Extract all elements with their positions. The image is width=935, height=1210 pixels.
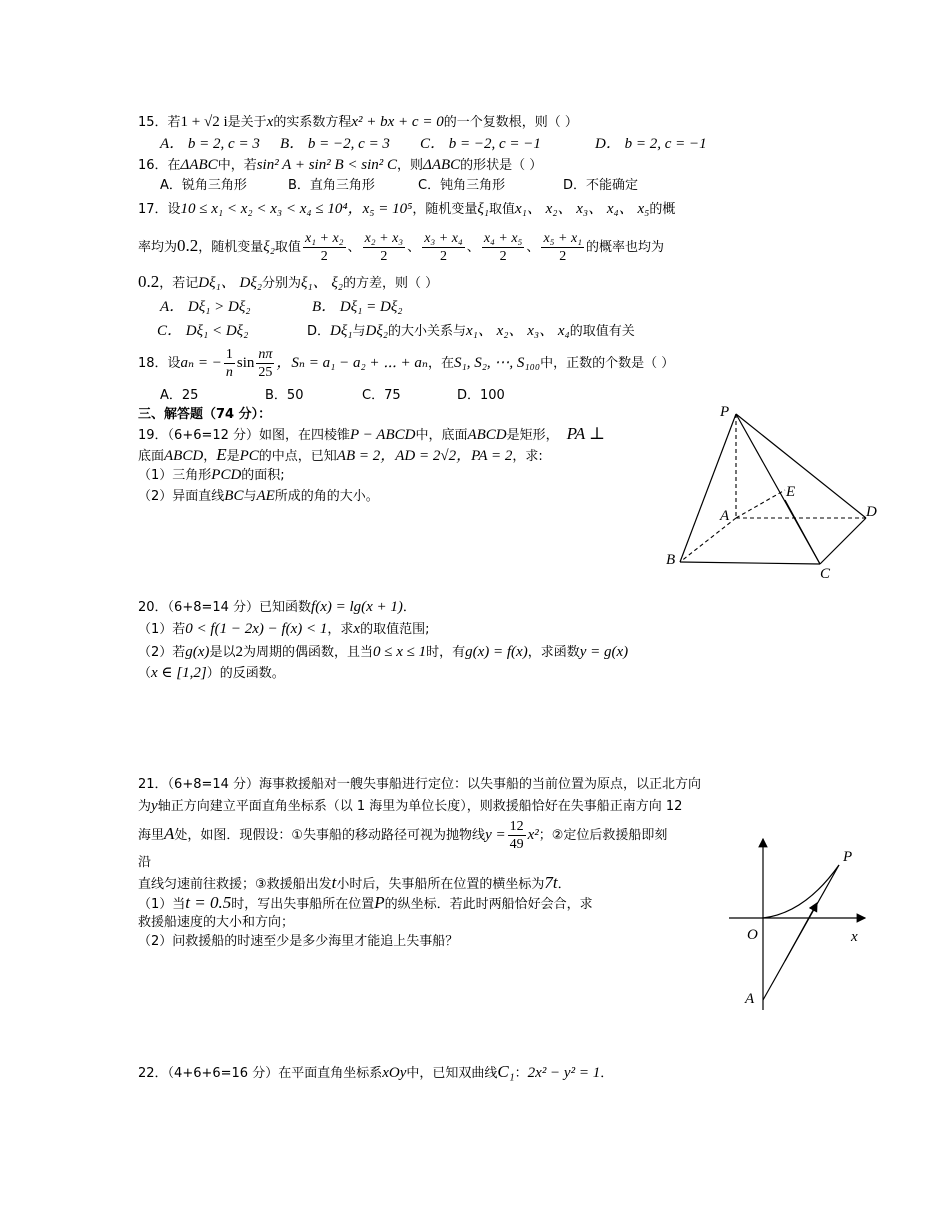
- q21-sub2: （2）问救援船的时速至少是多少海里才能追上失事船？: [138, 934, 459, 949]
- q15-options: [160, 134, 707, 155]
- label-p: P: [720, 404, 730, 420]
- q19-sub1: [138, 465, 285, 486]
- q20-sub3-text: （: [138, 666, 152, 681]
- q22-line: [138, 1062, 613, 1084]
- q21-para-x: x²: [527, 827, 539, 843]
- q15-option-c: C． b = −2, c = −1: [420, 136, 541, 152]
- q17-text6: ，随机变量: [198, 240, 264, 255]
- q16-triangle: ΔABC: [180, 157, 218, 173]
- q16-text3: ，则: [397, 158, 424, 173]
- q21-line3: [138, 816, 667, 854]
- q18-frac2: [256, 346, 274, 381]
- label-x: x: [851, 929, 858, 945]
- edge-ec: [785, 500, 820, 564]
- q21-para-y: y =: [485, 827, 506, 843]
- q21-sub1-cont: 救援船速度的大小和方向；: [138, 915, 295, 930]
- section-heading: 三、解答题（74 分）：: [138, 407, 272, 422]
- q19-ad: ，AD = 2√2: [380, 448, 457, 464]
- q19-sub2: [138, 486, 379, 507]
- q17-text10: 分别为: [261, 276, 301, 291]
- q18-options: [160, 386, 505, 406]
- q18-sn: ，Sₙ = a₁ − a₂ + ⋯ + aₙ: [276, 355, 428, 371]
- q17-option-d-t3: 的大小关系与: [388, 324, 467, 339]
- q21-sub1-text2: 时，写出失事船所在位置: [231, 897, 375, 912]
- q17-text: 17．设: [138, 202, 181, 217]
- q16-text4: 的形状是（ ）: [460, 158, 543, 173]
- q21-text: 为: [138, 799, 152, 814]
- q21-line5: [138, 873, 571, 895]
- q20-line1: [138, 597, 416, 618]
- q18-frac2-num: nπ: [258, 347, 273, 362]
- q18-frac1: [224, 346, 235, 381]
- edge-pd: [736, 414, 866, 518]
- q20-inequality: 0 < f(1 − 2x) − f(x) < 1: [185, 621, 328, 637]
- q17-text11: 的方差，则（ ）: [343, 276, 439, 291]
- q17-text8: 的概率也均为: [586, 240, 665, 255]
- q18-option-a: A．25: [160, 388, 199, 403]
- q17-frac-1-den: 2: [303, 247, 346, 265]
- q16-option-c: C．钝角三角形: [418, 178, 506, 193]
- q19-line2: [138, 445, 543, 467]
- q17-line2: 率均为0.2，随机变量ξ₂取值 $\frac{\text{x₁ + x₂}}{2}$ 、 $\frac{\text{x₂ + x₃}}{2}$ 、 $\frac{\text{x₃ + x₄}}{2}$ 、 $\frac{\text{x₄ + x₅}}{2}$ 、 $\frac{\text{x₅ + x₁}}{2}$ 的概率也均为: [138, 231, 665, 264]
- q18-option-c: C．75: [362, 388, 401, 403]
- q19-sub2-text3: 所成的角的大小。: [274, 489, 379, 504]
- q21-frac: [508, 818, 526, 853]
- label-a: A: [745, 991, 755, 1007]
- edge-bc: [680, 562, 820, 564]
- q22-c1: C₁: [497, 1062, 515, 1081]
- label-o: O: [747, 927, 758, 943]
- q17-line1: [138, 199, 675, 220]
- direction-arrow: [785, 903, 817, 961]
- label-e: E: [786, 484, 796, 500]
- q20-sub2-text3: 为周期的偶函数，且当: [242, 645, 373, 660]
- q20-sub3: [138, 663, 285, 684]
- q19-text4: 底面: [138, 449, 165, 464]
- q17-option-d-m3: x₁、 x₂、 x₃、 x₄: [466, 323, 570, 339]
- q21-t05: t = 0.5: [185, 893, 232, 912]
- q16-options: [160, 176, 638, 196]
- q19-sub1-text2: 的面积;: [241, 468, 285, 483]
- q15-line: [138, 112, 578, 133]
- q21-t: t: [331, 873, 337, 892]
- label-b: B: [666, 552, 676, 568]
- q15-option-b: B． b = −2, c = 3: [280, 136, 390, 152]
- q18-seq: S₁, S₂, ⋯, S₁₀₀: [454, 355, 541, 371]
- q21-line4: 沿: [138, 855, 152, 870]
- q17-frac-3-den: 2: [422, 247, 465, 265]
- q19-pyramid: P − ABCD: [350, 427, 416, 443]
- q18-text3: 中，正数的个数是（ ）: [540, 356, 675, 371]
- q22-text4: ．: [600, 1066, 614, 1081]
- parabola-path: [763, 865, 839, 918]
- q21-text6: 直线匀速前往救援；③救援船出发: [138, 877, 332, 892]
- q20-sub3-text2: ）的反函数。: [206, 666, 285, 681]
- q17-frac-4-num: x₄ + x₅: [483, 231, 523, 246]
- q20-sub1: [138, 619, 429, 640]
- q17-frac-1-num: x₁ + x₂: [304, 231, 344, 246]
- q21-text8: ．: [557, 877, 571, 892]
- q21-7t: 7t: [544, 873, 558, 892]
- q19-pcd: PCD: [211, 467, 242, 483]
- q19-pa-perp: PA ⊥: [566, 424, 606, 443]
- q21-line1: 21．（6+8=14 分）海事救援船对一艘失事船进行定位：以失事船的当前位置为原点，以正北方向: [138, 777, 702, 792]
- q19-e: E: [216, 445, 227, 464]
- label-d: D: [866, 504, 877, 520]
- q15-option-a: A． b = 2, c = 3: [160, 136, 260, 152]
- q15-var: x: [266, 114, 274, 130]
- q19-bc: BC: [224, 488, 244, 504]
- q18-option-d: D．100: [457, 388, 505, 403]
- q15-equation: x² + bx + c = 0: [351, 114, 444, 130]
- q20-sub2-text: （2）若: [138, 645, 186, 660]
- q21-text3: 海里: [138, 828, 165, 843]
- q16-option-b: B．直角三角形: [288, 178, 375, 193]
- q17-text9: ，若记: [159, 276, 199, 291]
- q18-line: [138, 343, 674, 384]
- q17-options-ab: [160, 297, 402, 318]
- q18-an: aₙ = −: [180, 355, 222, 371]
- q15-text2: 是关于: [227, 115, 267, 130]
- q16-option-d: D．不能确定: [563, 178, 639, 193]
- q20-two: 2: [235, 644, 243, 660]
- q17-xis: ξ₁、 ξ₂: [300, 275, 344, 291]
- q19-line1: [138, 424, 605, 446]
- q21-sub1-text3: 的纵坐标．若此时两船恰好会合，求: [384, 897, 593, 912]
- q18-text: 18．设: [138, 356, 181, 371]
- q16-text2: 中，若: [217, 158, 257, 173]
- q19-sub2-text2: 与: [243, 489, 257, 504]
- q19-text2: 中，底面: [415, 428, 468, 443]
- label-p: P: [843, 849, 853, 865]
- q17-text3: 取值: [488, 202, 515, 217]
- q20-g: g(x): [185, 644, 210, 660]
- q18-option-b: B．50: [265, 388, 304, 403]
- q15-text4: 的一个复数根，则（ ）: [443, 115, 578, 130]
- q17-text7: 取值: [274, 240, 301, 255]
- q20-text: 20．（6+8=14 分）已知函数: [138, 600, 312, 615]
- q17-frac-2: [363, 230, 406, 265]
- q18-sin: sin: [236, 355, 255, 371]
- q19-pa: ，PA = 2: [456, 448, 513, 464]
- q18-text2: ，在: [427, 356, 454, 371]
- q19-ab: AB = 2: [336, 448, 381, 464]
- q19-text7: 的中点，已知: [258, 449, 337, 464]
- q19-pc: PC: [239, 448, 259, 464]
- q17-frac-5: [541, 230, 584, 265]
- q22-xoy: xOy: [382, 1065, 407, 1081]
- q17-frac-4-den: 2: [482, 247, 525, 265]
- q17-frac-2-den: 2: [363, 247, 406, 265]
- q18-frac1-den: n: [225, 365, 233, 380]
- q17-frac-1: [303, 230, 346, 265]
- q17-frac-3-num: x₃ + x₄: [424, 231, 463, 246]
- q19-text5: ，: [203, 449, 217, 464]
- q17-frac-4: [482, 230, 525, 265]
- q16-condition: sin² A + sin² B < sin² C: [256, 157, 397, 173]
- q21-frac-num: 12: [509, 819, 524, 834]
- q22-text2: 中，已知双曲线: [406, 1066, 498, 1081]
- edge-ae: [736, 490, 785, 518]
- q21-frac-den: 49: [509, 837, 524, 852]
- q22-text: 22．（4+6+6=16 分）在平面直角坐标系: [138, 1066, 383, 1081]
- q15-text3: 的实系数方程: [273, 115, 352, 130]
- q20-text2: ．: [402, 600, 416, 615]
- q17-x5: ，x₅ = 10⁵: [347, 201, 413, 217]
- q19-abcd: ABCD: [467, 427, 507, 443]
- label-a: A: [720, 508, 730, 524]
- q19-text6: 是: [226, 449, 240, 464]
- rescue-figure: [725, 835, 875, 1015]
- q19-abcd2: ABCD: [164, 448, 204, 464]
- q20-sub2: [138, 642, 628, 663]
- q17-xi1: ξ₁: [477, 201, 489, 217]
- q18-frac1-num: 1: [225, 347, 233, 362]
- q21-sub1-text: （1）当: [138, 897, 186, 912]
- q15-root: 1 + √2 i: [180, 114, 228, 130]
- q19-text3: 是矩形，: [506, 428, 559, 443]
- q20-domain: x ∈ [1,2]: [151, 665, 207, 681]
- q22-equation: 2x² − y² = 1: [527, 1065, 601, 1081]
- q16-triangle2: ΔABC: [423, 157, 461, 173]
- q21-text5: ；②定位后救援船即刻: [538, 828, 668, 843]
- q17-option-c: C． Dξ₁ < Dξ₂: [157, 323, 249, 339]
- q20-sub1-text2: ，求: [327, 622, 354, 637]
- q21-text2: 轴正方向建立平面直角坐标系（以 1 海里为单位长度），则救援船恰好在失事船正南方向 12: [157, 799, 683, 814]
- q21-p: P: [374, 893, 385, 912]
- q17-option-d-m1: Dξ₁: [330, 323, 353, 339]
- q19-text8: ，求:: [512, 449, 543, 464]
- q17-frac-2-num: x₂ + x₃: [364, 231, 404, 246]
- q17-option-d-m2: Dξ₂: [365, 323, 388, 339]
- q15-option-d: D． b = 2, c = −1: [595, 136, 707, 152]
- q17-values: x₁、 x₂、 x₃、 x₄、 x₅: [514, 201, 650, 217]
- q17-frac-3: [422, 230, 465, 265]
- pyramid-figure: [660, 402, 885, 582]
- q20-function: f(x) = lg(x + 1): [311, 599, 403, 615]
- q19-ae: AE: [256, 488, 275, 504]
- q21-line2: [138, 796, 682, 817]
- q15-text: 15．若: [138, 115, 181, 130]
- q20-sub2-text2: 是以: [209, 645, 236, 660]
- q17-variances: Dξ₁、 Dξ₂: [198, 275, 262, 291]
- q17-frac-5-den: 2: [541, 247, 584, 265]
- q20-sub1-text3: 的取值范围;: [360, 622, 430, 637]
- q17-option-d: D．: [307, 324, 331, 339]
- q17-text2: ，随机变量: [412, 202, 478, 217]
- q20-range: 0 ≤ x ≤ 1: [372, 644, 427, 660]
- q17-prob: 0.2: [177, 236, 199, 255]
- q16-text: 16．在: [138, 158, 181, 173]
- q20-sub1-text: （1）若: [138, 622, 186, 637]
- q19-sub2-text: （2）异面直线: [138, 489, 225, 504]
- q17-text4: 的概: [649, 202, 676, 217]
- q20-sub2-text5: ，求函数: [527, 645, 580, 660]
- q21-a: A: [164, 824, 175, 843]
- q16-line: [138, 155, 542, 176]
- q17-option-a: A． Dξ₁ > Dξ₂: [160, 299, 251, 315]
- q16-option-a: A．锐角三角形: [160, 178, 247, 193]
- q18-frac2-den: 25: [256, 363, 274, 381]
- q17-option-d-t2: 与: [352, 324, 366, 339]
- q20-y: y = g(x): [579, 644, 629, 660]
- q21-text4: 处，如图．现假设：①失事船的移动路径可视为抛物线: [174, 828, 486, 843]
- q17-inequality: 10 ≤ x₁ < x₂ < x₃ < x₄ ≤ 10⁴: [180, 201, 348, 217]
- q17-option-d-t4: 的取值有关: [569, 324, 635, 339]
- q17-text5: 率均为: [138, 240, 178, 255]
- q19-sub1-text: （1）三角形: [138, 468, 212, 483]
- q21-sub1: [138, 893, 593, 915]
- label-c: C: [820, 566, 831, 582]
- edge-cd: [820, 518, 866, 564]
- q17-xi2: ξ₂: [263, 239, 275, 255]
- q20-sub2-text4: 时，有: [426, 645, 466, 660]
- q21-y: y: [151, 798, 158, 814]
- q19-text: 19．（6+6=12 分）如图，在四棱锥: [138, 428, 351, 443]
- q17-line3: [138, 272, 438, 294]
- q21-text7: 小时后，失事船所在位置的横坐标为: [336, 877, 545, 892]
- q20-x: x: [353, 621, 361, 637]
- q17-options-cd: [157, 321, 635, 342]
- q20-g-eq-f: g(x) = f(x): [465, 644, 528, 660]
- q17-frac-5-num: x₅ + x₁: [543, 231, 583, 246]
- q17-option-b: B． Dξ₁ = Dξ₂: [312, 299, 403, 315]
- q17-prob2: 0.2: [138, 272, 160, 291]
- q22-text3: ：: [514, 1066, 528, 1081]
